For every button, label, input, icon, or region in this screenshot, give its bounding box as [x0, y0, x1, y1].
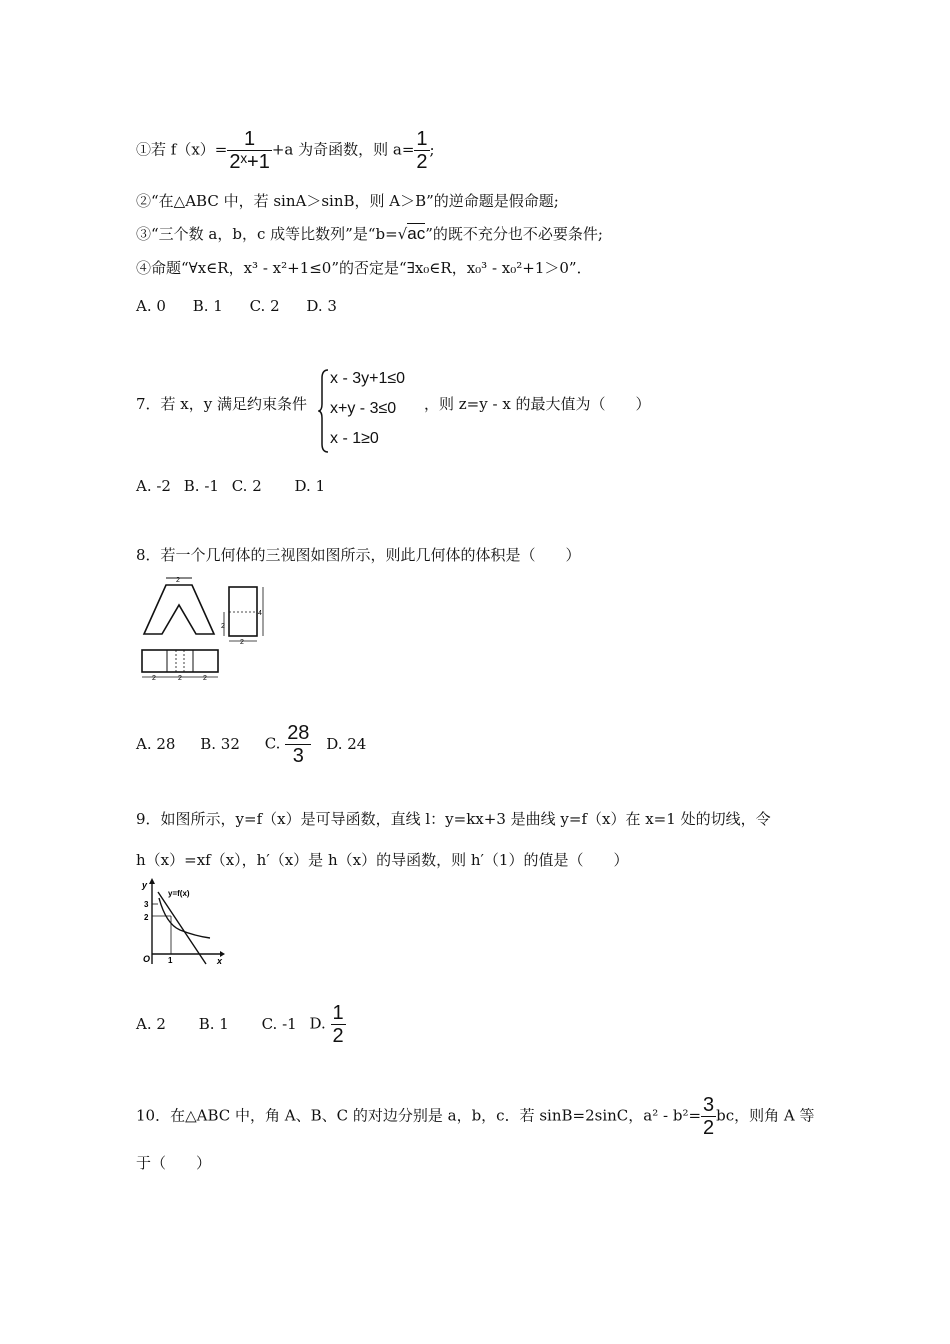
curve-label: y=f(x) — [168, 889, 190, 898]
q6-option-c: C. 2 — [249, 297, 280, 315]
q9-d-denominator: 2 — [332, 1025, 344, 1047]
constraint-brace-icon — [318, 368, 330, 454]
q10-prefix: 10．在△ABC 中，角 A、B、C 的对边分别是 a，b，c．若 sinB=2sinC，a² - b²= — [136, 1106, 702, 1125]
q6-s3-end: ”的既不充分也不必要条件; — [425, 225, 603, 243]
q7-option-c: C. 2 — [231, 477, 262, 495]
q6-options — [136, 296, 359, 316]
q6-s1-answer-fraction — [414, 128, 429, 173]
three-view-figure — [136, 573, 286, 685]
q6-option-d: D. 3 — [306, 297, 337, 315]
q10-denominator: 2 — [703, 1117, 715, 1139]
q6-s1-numerator: 1 — [227, 128, 272, 151]
q9-option-a: A. 2 — [136, 1014, 166, 1033]
q8-c-denominator: 3 — [292, 745, 304, 767]
q7-option-b: B. -1 — [183, 477, 219, 495]
q6-option-b: B. 1 — [192, 297, 223, 315]
q6-statement-2: ②“在△ABC 中，若 sinA＞sinB，则 A＞B”的逆命题是假命题; — [136, 192, 559, 210]
origin-label: O — [143, 954, 151, 964]
top-view-rect — [142, 650, 218, 672]
q6-s3-prefix: ③“三个数 a，b，c 成等比数列”是“b= — [136, 225, 398, 243]
q9-option-b: B. 1 — [198, 1014, 229, 1033]
q7-stem-suffix: ，则 z=y - x 的最大值为（ ） — [424, 395, 651, 413]
q6-s1-answer-numerator: 1 — [416, 128, 428, 150]
q8-option-c-fraction — [285, 722, 311, 767]
q8-c-numerator: 28 — [287, 722, 310, 744]
q6-statement-3 — [136, 224, 603, 244]
y-axis-arrow-icon — [149, 878, 155, 884]
q6-s1-denominator: 2ˣ+1 — [229, 151, 270, 173]
x-axis-label: x — [217, 956, 223, 966]
x-one-label: 1 — [168, 956, 173, 965]
q6-statement-4: ④命题“∀x∈R，x³ - x²+1≤0”的否定是“∃x₀∈R，x₀³ - x₀²+1＞0”． — [136, 259, 592, 277]
side-bottom-label: 2 — [240, 639, 244, 646]
q9-option-d-label: D. — [309, 1014, 326, 1033]
side-left-label: 2 — [221, 623, 225, 630]
q8-stem: 8．若一个几何体的三视图如图所示，则此几何体的体积是（ ） — [136, 546, 581, 564]
q6-statement-1 — [136, 128, 435, 173]
q6-s1-prefix: ①若 f（x）= — [136, 140, 228, 159]
q9-line-2: h（x）=xf（x），h′（x）是 h（x）的导函数，则 h′（1）的值是（ ） — [136, 851, 629, 869]
q10-line-2: 于（ ） — [136, 1154, 212, 1172]
q9-d-numerator: 1 — [332, 1002, 344, 1024]
q9-option-d-fraction — [331, 1002, 346, 1047]
q10-numerator: 3 — [703, 1094, 715, 1116]
q9-options — [136, 1002, 346, 1047]
q8-options — [136, 722, 388, 767]
q6-s1-middle: +a 为奇函数，则 a= — [271, 140, 415, 159]
q8-option-d: D. 24 — [326, 734, 367, 753]
y-axis-label: y — [142, 880, 148, 890]
front-view-shape — [144, 585, 214, 634]
side-height-label: 4 — [258, 610, 262, 617]
top-label-2: 2 — [178, 675, 182, 682]
q7-constraint-2: x+y - 3≤0 — [330, 400, 397, 417]
top-label-1: 2 — [152, 675, 156, 682]
y-two-label: 2 — [144, 913, 149, 922]
tangent-line — [158, 892, 206, 964]
q7-option-a: A. -2 — [136, 477, 171, 495]
q8-option-a: A. 28 — [136, 734, 176, 753]
q9-option-c: C. -1 — [261, 1014, 297, 1033]
q8-option-c-label: C. — [264, 734, 281, 753]
q8-option-b: B. 32 — [200, 734, 240, 753]
q9-line-1: 9．如图所示，y=f（x）是可导函数，直线 l：y=kx+3 是曲线 y=f（x）在 x=1 处的切线，令 — [136, 810, 771, 828]
q7-constraint-1: x - 3y+1≤0 — [330, 370, 406, 387]
y-three-label: 3 — [144, 900, 149, 909]
q10-line-1 — [136, 1094, 815, 1139]
q10-suffix: bc，则角 A 等 — [716, 1106, 815, 1125]
q7-constraint-3: x - 1≥0 — [330, 430, 379, 447]
q7-options — [136, 476, 347, 496]
q7-stem-prefix: 7．若 x，y 满足约束条件 — [136, 395, 308, 413]
sqrt-icon: √ — [397, 225, 408, 243]
q6-s1-fraction — [227, 128, 272, 173]
front-width-label: 2 — [176, 577, 180, 584]
tangent-graph-figure — [140, 876, 225, 968]
top-label-3: 2 — [203, 675, 207, 682]
q6-s1-answer-denominator: 2 — [416, 151, 428, 173]
side-view-rect — [229, 587, 257, 636]
q6-s1-end: ; — [429, 140, 435, 159]
q10-fraction — [701, 1094, 716, 1139]
q6-option-a: A. 0 — [136, 297, 166, 315]
q7-option-d: D. 1 — [294, 477, 326, 495]
q6-s3-radicand: ac — [407, 224, 426, 243]
